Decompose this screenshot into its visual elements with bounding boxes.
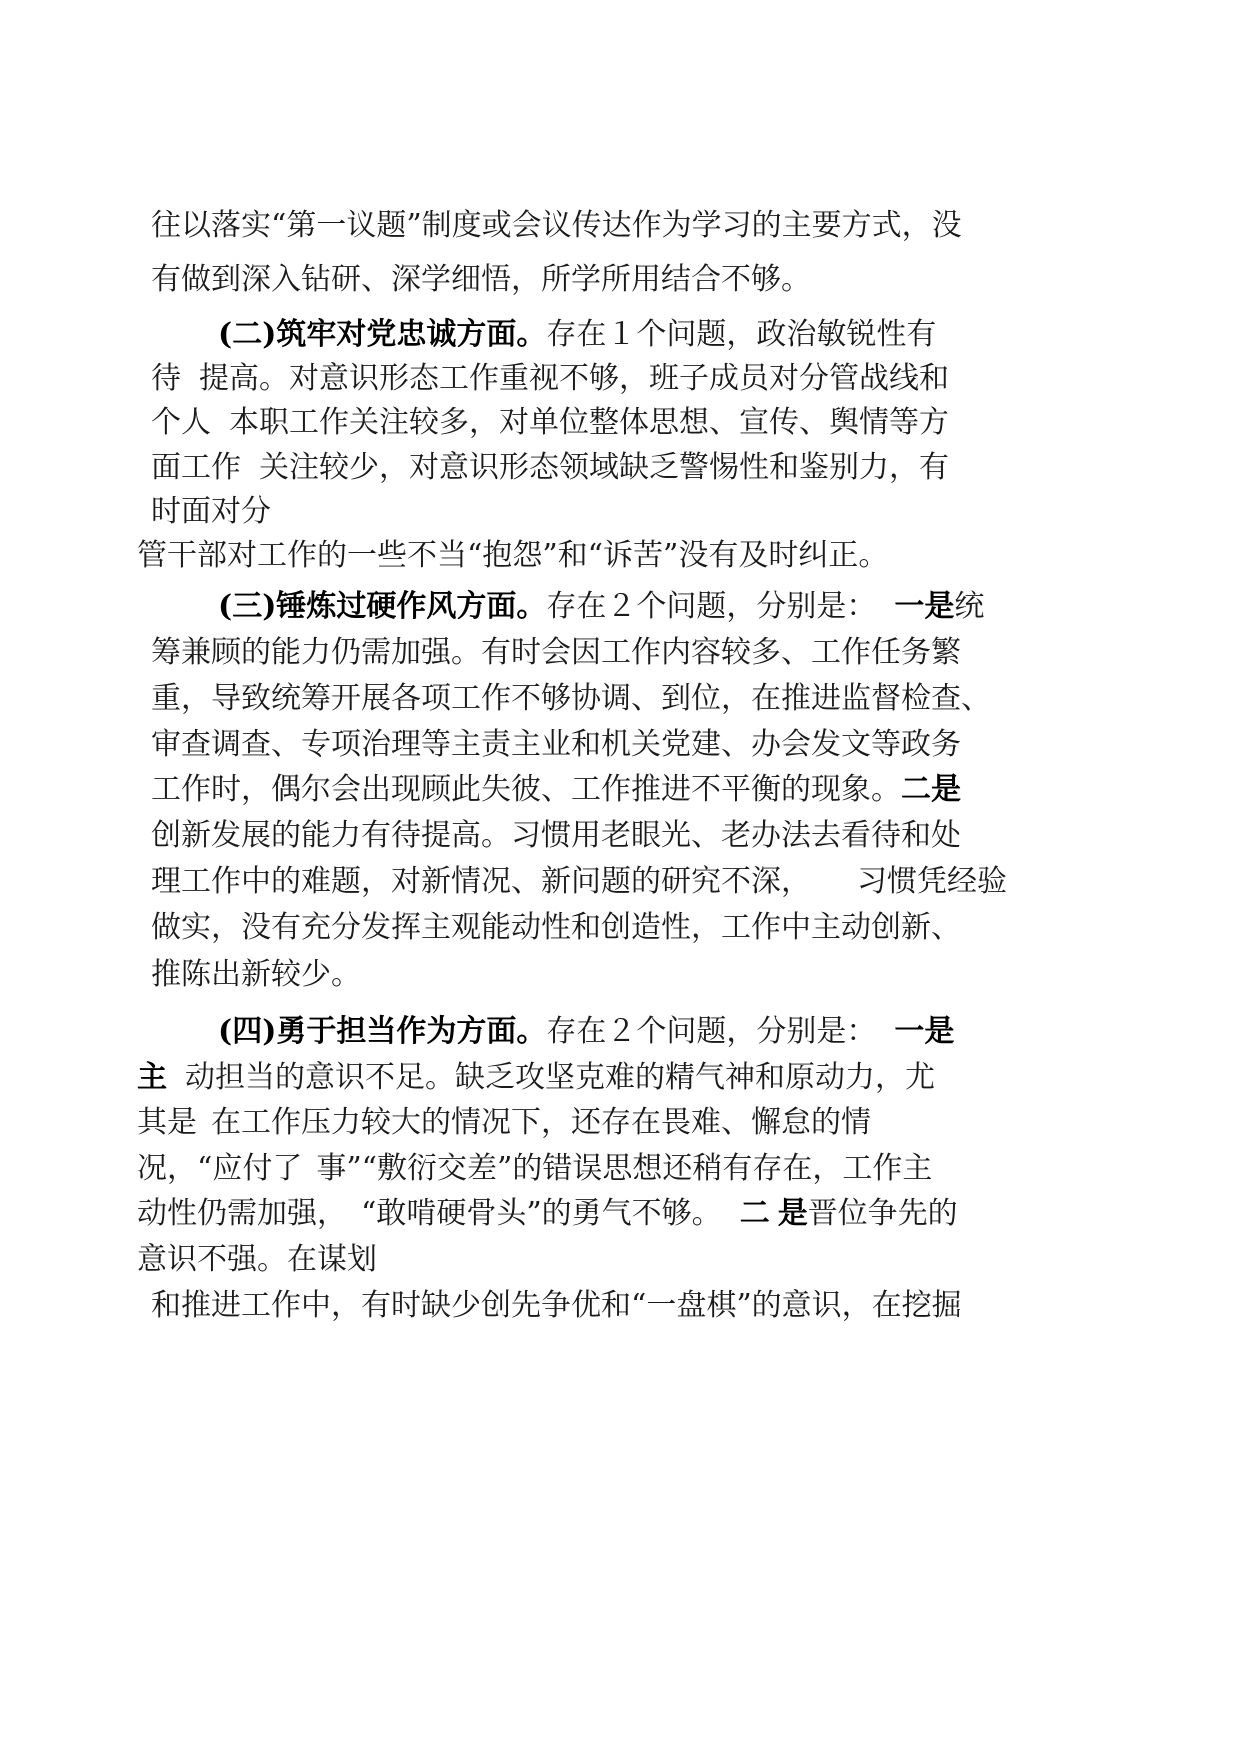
text-line: 待 提高。对意识形态工作重视不够，班子成员对分管战线和 xyxy=(151,361,949,396)
text-line: 重，导致统筹开展各项工作不够协调、到位，在推进监督检查、 xyxy=(151,681,991,716)
text-line: 做实，没有充分发挥主观能动性和创造性，工作中主动创新、 xyxy=(151,910,961,945)
text-line: 个人 本职工作关注较多，对单位整体思想、宣传、舆情等方 xyxy=(151,405,949,440)
text-line: 意识不强。在谋划 xyxy=(137,1242,377,1277)
text-line: 推陈出新较少。 xyxy=(151,957,361,992)
text-line: 面工作 关注较少，对意识形态领域缺乏警惕性和鉴别力，有 xyxy=(151,450,949,485)
section-four-line: (四)勇于担当作为方面。存在２个问题，分别是： 一是 xyxy=(218,1014,955,1049)
text-line: 况，“应付了 事”“敷衍交差”的错误思想还稍有存在，工作主 xyxy=(137,1151,933,1186)
text-line: 其是 在工作压力较大的情况下，还存在畏难、懈怠的情 xyxy=(137,1105,871,1140)
text-line: 时面对分 xyxy=(151,494,271,529)
text-line: 动性仍需加强， “敢啃硬骨头”的勇气不够。 二 是晋位争先的 xyxy=(137,1196,958,1231)
section-heading: (三)锤炼过硬作风方面。 xyxy=(218,589,547,624)
text-line: 往以落实“第一议题”制度或会议传达作为学习的主要方式，没 xyxy=(151,208,962,243)
text-line: 筹兼顾的能力仍需加强。有时会因工作内容较多、工作任务繁 xyxy=(151,635,961,670)
text-line: 管干部对工作的一些不当“抱怨”和“诉苦”没有及时纠正。 xyxy=(137,538,889,573)
section-heading: (四)勇于担当作为方面。 xyxy=(218,1014,547,1049)
section-two-line: (二)筑牢对党忠诚方面。存在１个问题，政治敏锐性有 xyxy=(218,317,937,352)
text-line: 工作时，偶尔会出现顾此失彼、工作推进不平衡的现象。二是 xyxy=(151,772,961,807)
text-line: 创新发展的能力有待提高。习惯用老眼光、老办法去看待和处 xyxy=(151,818,961,853)
section-three-line: (三)锤炼过硬作风方面。存在２个问题，分别是： 一是统 xyxy=(218,589,985,624)
text-line: 有做到深入钻研、深学细悟，所学所用结合不够。 xyxy=(151,262,811,297)
text-line: 理工作中的难题，对新情况、新问题的研究不深， 习惯凭经验 xyxy=(151,864,1007,899)
text-line: 主 动担当的意识不足。缺乏攻坚克难的精气神和原动力，尤 xyxy=(137,1060,935,1095)
text-line: 和推进工作中，有时缺少创先争优和“一盘棋”的意识，在挖掘 xyxy=(151,1288,962,1323)
section-heading: (二)筑牢对党忠诚方面。 xyxy=(218,317,547,352)
text-line: 审查调查、专项治理等主责主业和机关党建、办会发文等政务 xyxy=(151,727,961,762)
